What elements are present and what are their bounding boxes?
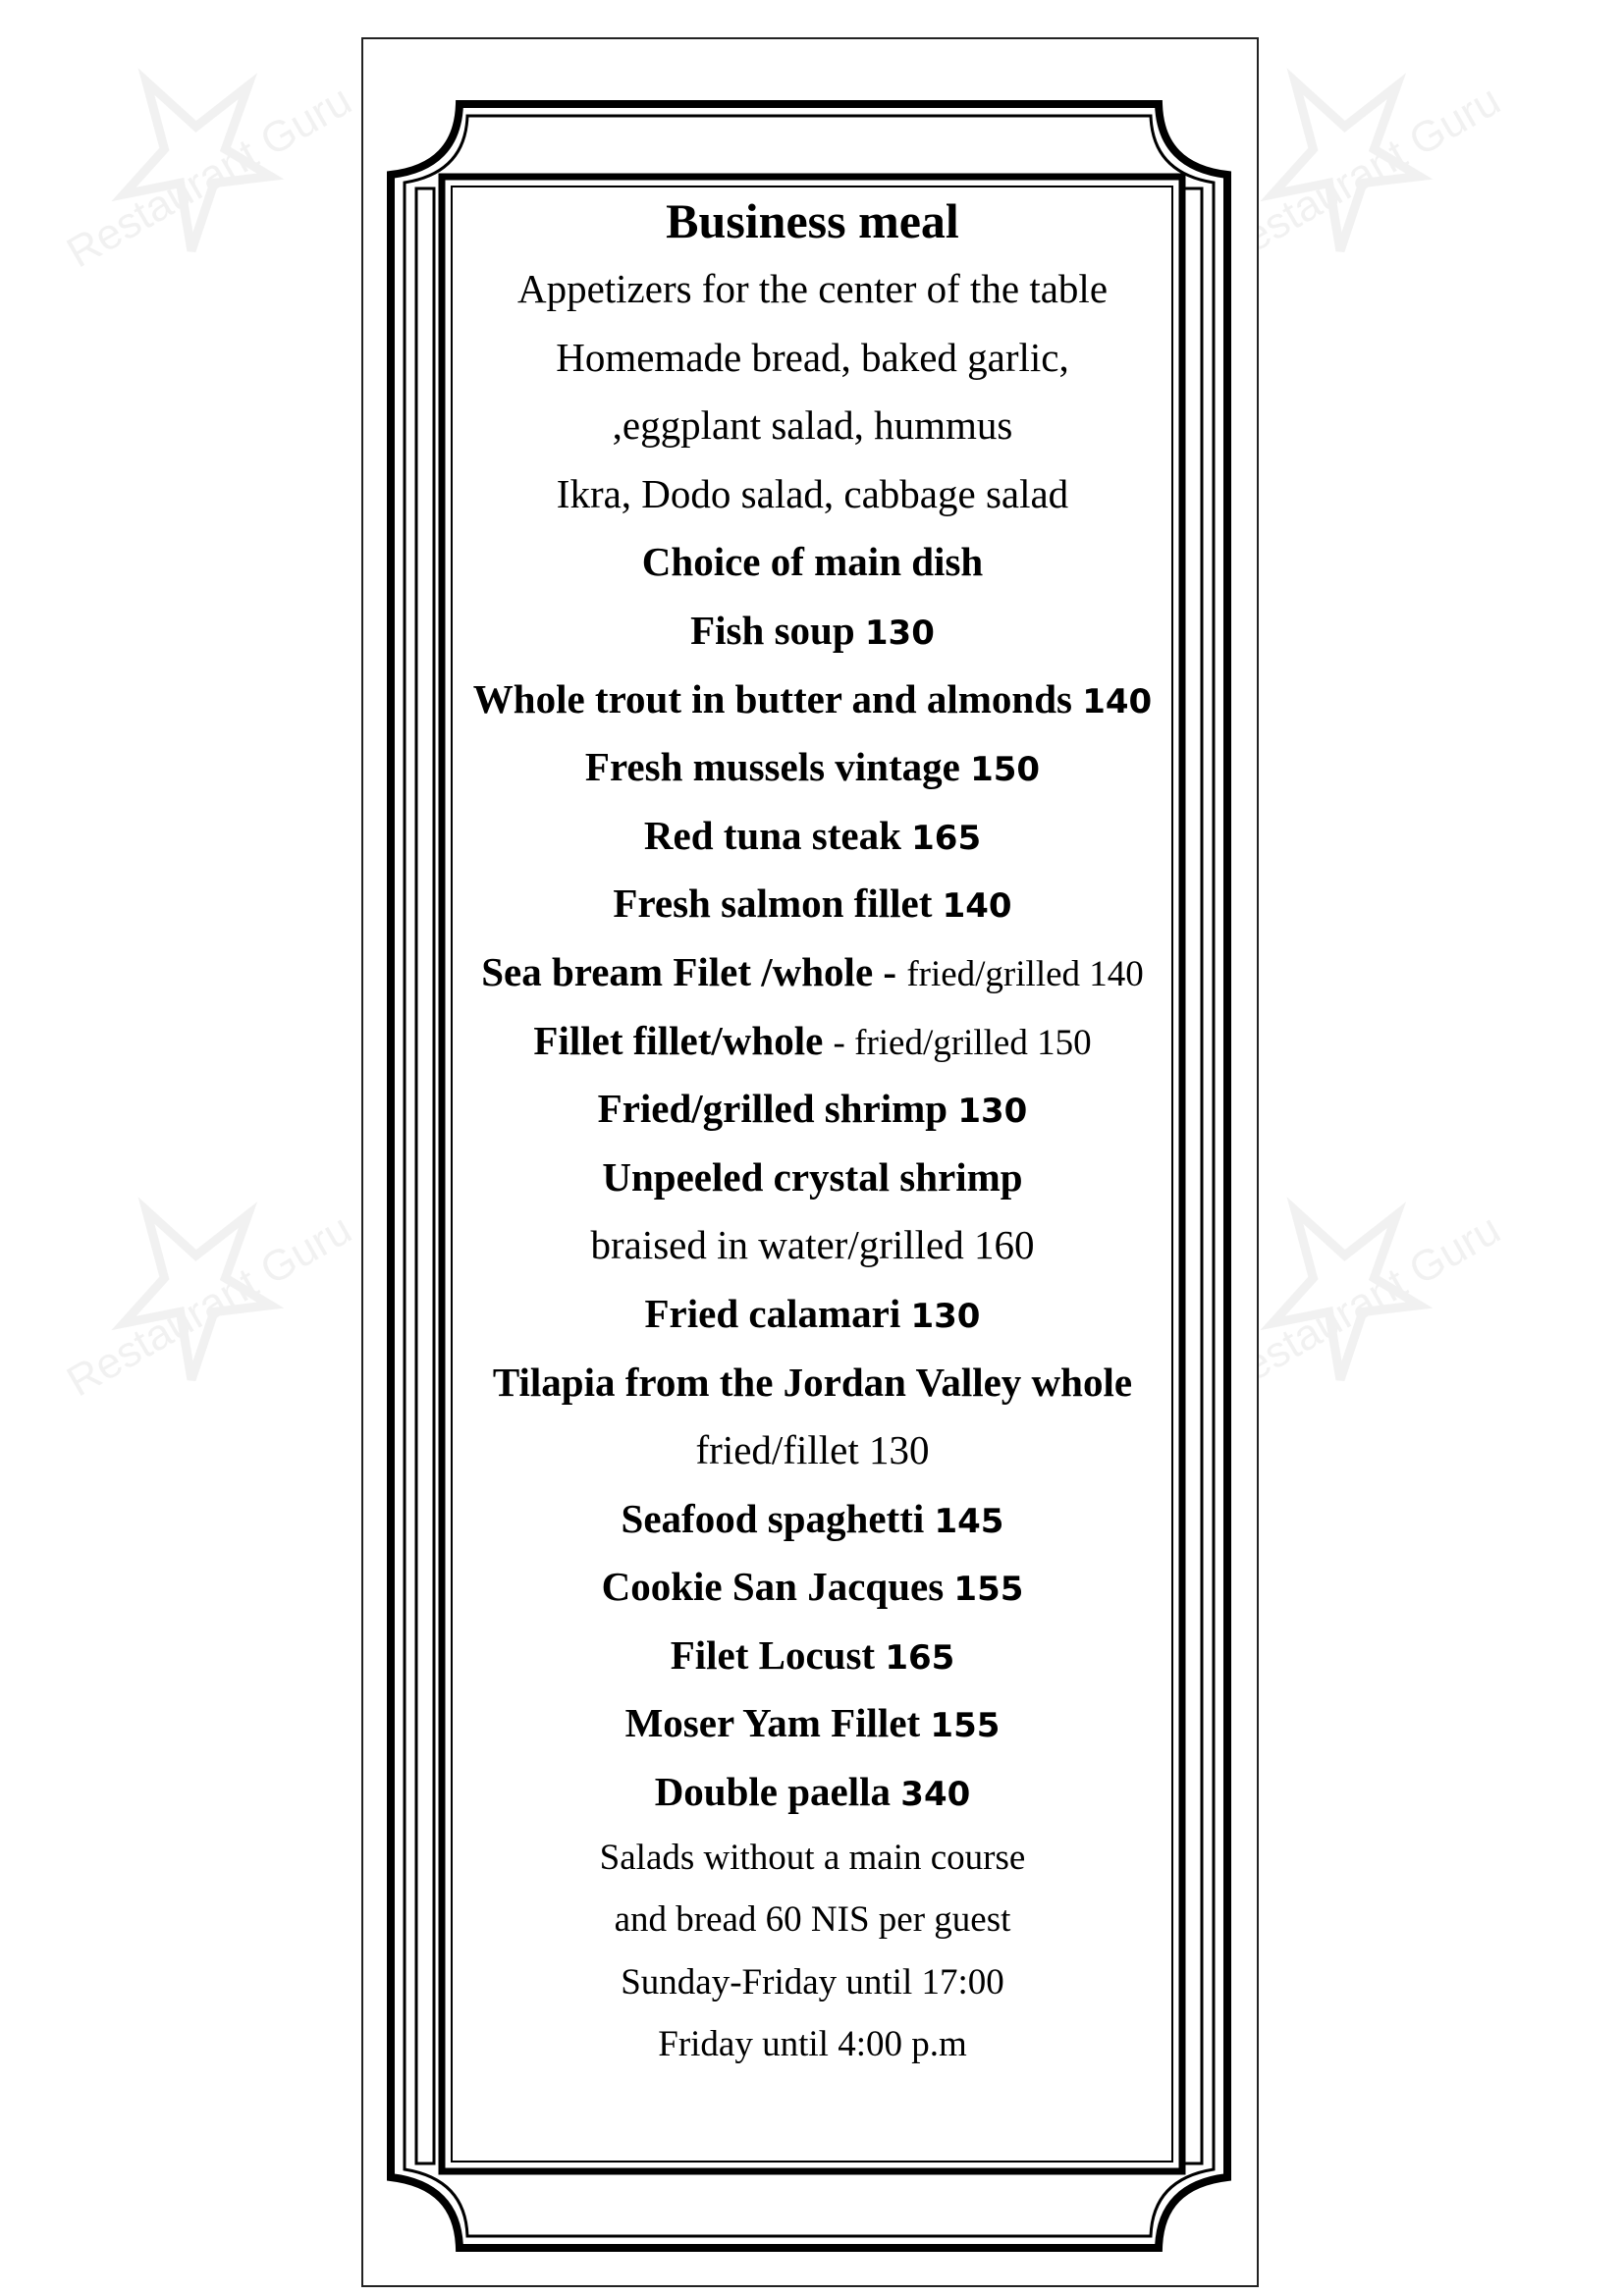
item-price: 165 xyxy=(885,1637,955,1678)
menu-item xyxy=(442,597,1183,666)
menu-item: Unpeeled crystal shrimp xyxy=(602,1153,1023,1200)
menu-item xyxy=(442,1485,1183,1554)
item-name: Seafood spaghetti xyxy=(621,1495,925,1541)
menu-item xyxy=(442,938,1183,1007)
footer-note: Friday until 4:00 p.m xyxy=(658,2024,967,2065)
item-name: Fillet fillet/whole xyxy=(533,1017,824,1063)
menu-item xyxy=(442,870,1183,938)
menu-item xyxy=(442,1280,1183,1349)
footer-note: Sunday-Friday until 17:00 xyxy=(621,1961,1004,2002)
intro-line: ,eggplant salad, hummus xyxy=(612,402,1013,449)
item-price: 340 xyxy=(900,1775,971,1815)
item-name: Whole trout in butter and almonds xyxy=(472,675,1072,721)
menu-item xyxy=(442,666,1183,734)
item-price: 155 xyxy=(953,1570,1024,1610)
menu-item xyxy=(442,1622,1183,1690)
item-name: Sea bream Filet /whole - xyxy=(481,948,897,994)
item-price: 155 xyxy=(930,1706,1001,1746)
item-name: Filet Locust xyxy=(670,1631,876,1678)
menu-item xyxy=(442,802,1183,871)
item-price: 130 xyxy=(864,613,935,653)
item-price: 165 xyxy=(911,818,982,858)
intro-line: Homemade bread, baked garlic, xyxy=(556,334,1069,380)
item-name: Moser Yam Fillet xyxy=(624,1700,921,1746)
item-name: Double paella xyxy=(654,1769,892,1815)
menu-item xyxy=(442,1758,1183,1827)
item-name: Red tuna steak xyxy=(643,812,901,858)
menu-item xyxy=(442,1075,1183,1144)
menu-item: Tilapia from the Jordan Valley whole xyxy=(492,1359,1133,1405)
watermark-text: Restaurant Guru xyxy=(1208,76,1509,278)
footer-note: and bread 60 NIS per guest xyxy=(614,1899,1011,1941)
item-price: 130 xyxy=(910,1296,981,1336)
item-price: 140 xyxy=(1082,681,1153,721)
item-price: 140 xyxy=(942,886,1012,927)
menu-item xyxy=(442,1553,1183,1622)
item-note: - fried/grilled 150 xyxy=(833,1022,1092,1063)
item-name: Fried calamari xyxy=(644,1290,901,1336)
menu-item xyxy=(442,1689,1183,1758)
item-price: 130 xyxy=(957,1092,1028,1132)
footer-note: Salads without a main course xyxy=(599,1837,1026,1878)
choice-heading: Choice of main dish xyxy=(641,539,984,585)
item-note: fried/grilled 140 xyxy=(906,953,1144,994)
watermark-text: Restaurant Guru xyxy=(59,1204,360,1407)
menu-item xyxy=(442,1007,1183,1076)
item-name: Cookie San Jacques xyxy=(601,1564,945,1610)
item-price: 150 xyxy=(970,750,1041,790)
menu-item xyxy=(442,733,1183,802)
item-name: Fried/grilled shrimp xyxy=(597,1086,948,1132)
item-note: fried/fillet 130 xyxy=(695,1427,930,1473)
menu-content xyxy=(442,187,1183,2076)
watermark-text: Restaurant Guru xyxy=(59,76,360,278)
item-name: Fresh mussels vintage xyxy=(584,744,960,790)
item-note: braised in water/grilled 160 xyxy=(590,1222,1035,1268)
watermark-text: Restaurant Guru xyxy=(1208,1204,1509,1407)
intro-line: Ikra, Dodo salad, cabbage salad xyxy=(556,470,1069,516)
item-name: Fish soup xyxy=(690,607,855,653)
menu-title: Business meal xyxy=(666,193,959,248)
item-price: 145 xyxy=(934,1501,1004,1541)
item-name: Fresh salmon fillet xyxy=(613,881,933,927)
intro-line: Appetizers for the center of the table xyxy=(516,266,1109,311)
